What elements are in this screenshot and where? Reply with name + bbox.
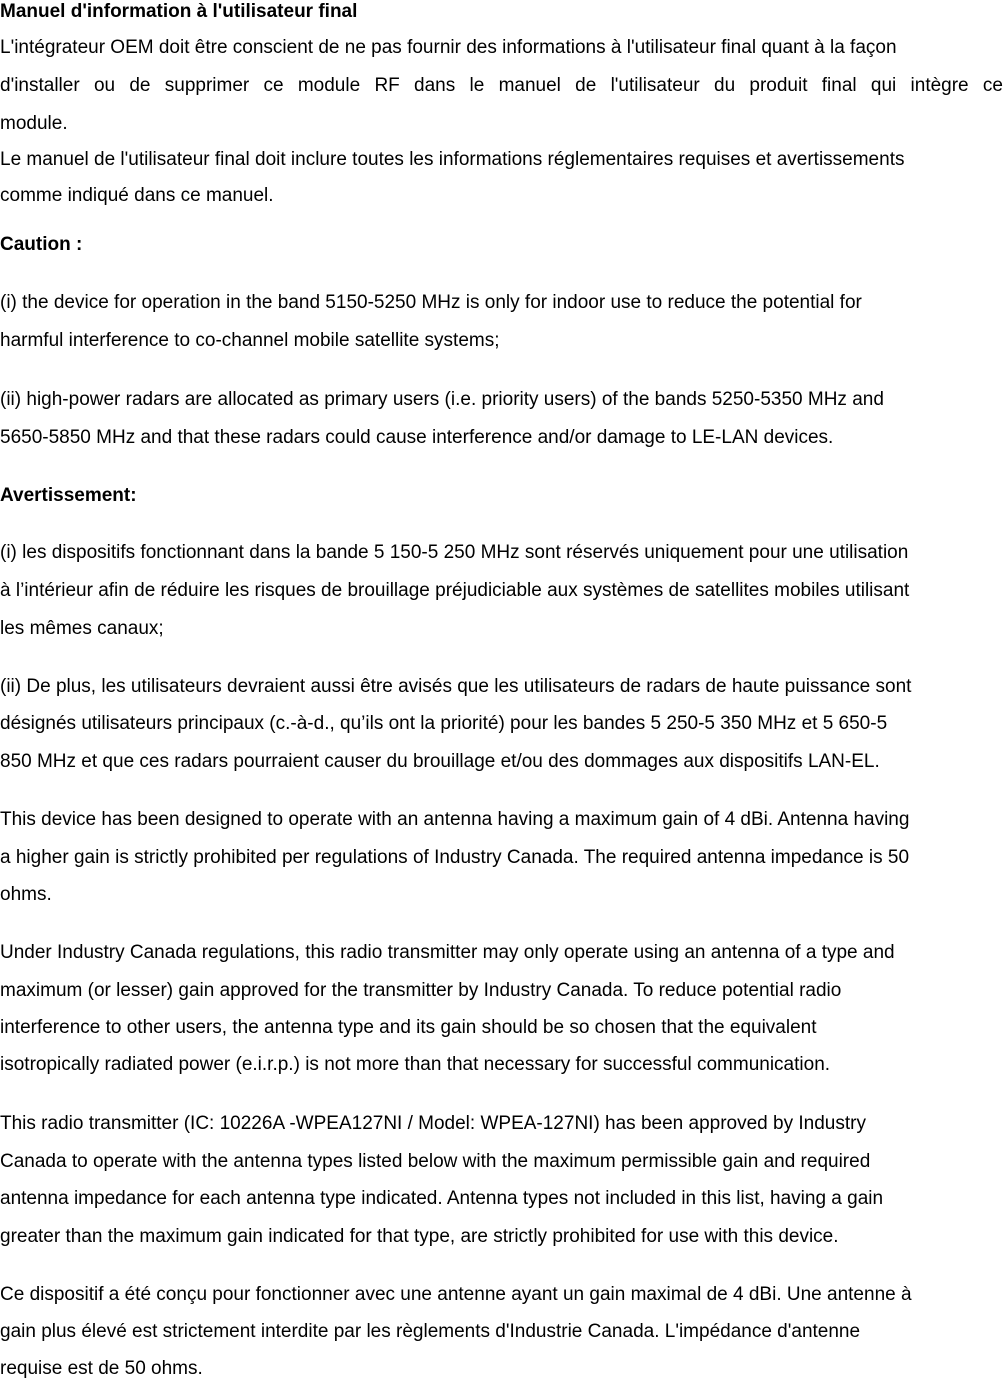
oem-paragraph-line-1: L'intégrateur OEM doit être conscient de ne pas fournir des informations à l'utilisateur final quant à la façon xyxy=(0,37,897,58)
word: ou xyxy=(93,75,116,96)
word: du xyxy=(714,75,736,96)
word: supprimer xyxy=(164,75,250,96)
word: module xyxy=(297,75,361,96)
caution-item-i-line-1: (i) the device for operation in the band 5150-5250 MHz is only for indoor use to reduce the potential for xyxy=(0,292,862,313)
word: d'installer xyxy=(0,75,80,96)
word: final xyxy=(821,75,857,96)
avertissement-heading: Avertissement: xyxy=(0,485,137,506)
word: qui xyxy=(870,75,897,96)
caution-item-ii-line-1: (ii) high-power radars are allocated as primary users (i.e. priority users) of the bands 5250-5350 MHz and xyxy=(0,389,884,410)
antenna-en-line-1: This device has been designed to operate with an antenna having a maximum gain of 4 dBi. Antenna having xyxy=(0,809,910,830)
antenna-fr-line-2: gain plus élevé est strictement interdite par les règlements d'Industrie Canada. L'impédance d'antenne xyxy=(0,1321,861,1342)
antenna-fr-line-3: requise est de 50 ohms. xyxy=(0,1358,203,1379)
ic-regulations-line-4: isotropically radiated power (e.i.r.p.) is not more than that necessary for successful communication. xyxy=(0,1054,831,1075)
avertissement-item-i-line-2: à l’intérieur afin de réduire les risques de brouillage préjudiciable aux systèmes de satellites mobiles utilisant xyxy=(0,580,910,601)
oem-paragraph-line-3: module. xyxy=(0,113,68,134)
avertissement-item-ii-line-3: 850 MHz et que ces radars pourraient causer du brouillage et/ou des dommages aux dispositifs LAN-EL. xyxy=(0,751,880,772)
oem-paragraph-line-2 xyxy=(0,76,1003,95)
antenna-fr-line-1: Ce dispositif a été conçu pour fonctionner avec une antenne ayant un gain maximal de 4 dBi. Une antenne à xyxy=(0,1284,912,1305)
ic-regulations-line-1: Under Industry Canada regulations, this radio transmitter may only operate using an antenna of a type and xyxy=(0,942,895,963)
avertissement-item-ii-line-2: désignés utilisateurs principaux (c.-à-d., qu’ils ont la priorité) pour les bandes 5 250-5 350 MHz et 5 650-5 xyxy=(0,713,888,734)
word: produit xyxy=(749,75,808,96)
word: RF xyxy=(374,75,400,96)
approval-line-2: Canada to operate with the antenna types listed below with the maximum permissible gain and required xyxy=(0,1151,871,1172)
manual-paragraph-line-1: Le manuel de l'utilisateur final doit inclure toutes les informations réglementaires requises et avertissements xyxy=(0,149,905,170)
caution-item-ii-line-2: 5650-5850 MHz and that these radars could cause interference and/or damage to LE-LAN devices. xyxy=(0,427,834,448)
avertissement-item-i-line-1: (i) les dispositifs fonctionnant dans la bande 5 150-5 250 MHz sont réservés uniquement pour une utilisation xyxy=(0,542,909,563)
word: l'utilisateur xyxy=(610,75,700,96)
avertissement-item-i-line-3: les mêmes canaux; xyxy=(0,618,164,639)
ic-regulations-line-2: maximum (or lesser) gain approved for the transmitter by Industry Canada. To reduce potential radio xyxy=(0,980,842,1001)
ic-regulations-line-3: interference to other users, the antenna type and its gain should be so chosen that the equivalent xyxy=(0,1017,817,1038)
word: de xyxy=(575,75,597,96)
manual-paragraph-line-2: comme indiqué dans ce manuel. xyxy=(0,185,274,206)
antenna-en-line-2: a higher gain is strictly prohibited per regulations of Industry Canada. The required antenna impedance is 50 xyxy=(0,847,910,868)
approval-line-4: greater than the maximum gain indicated for that type, are strictly prohibited for use with this device. xyxy=(0,1226,839,1247)
word: le xyxy=(469,75,485,96)
document-heading: Manuel d'information à l'utilisateur final xyxy=(0,1,358,22)
word: ce xyxy=(263,75,284,96)
word: de xyxy=(129,75,151,96)
caution-heading: Caution : xyxy=(0,234,83,255)
word: manuel xyxy=(498,75,561,96)
caution-item-i-line-2: harmful interference to co-channel mobile satellite systems; xyxy=(0,330,500,351)
approval-line-3: antenna impedance for each antenna type indicated. Antenna types not included in this list, having a gain xyxy=(0,1188,884,1209)
antenna-en-line-3: ohms. xyxy=(0,884,52,905)
word: intègre xyxy=(910,75,969,96)
avertissement-item-ii-line-1: (ii) De plus, les utilisateurs devraient aussi être avisés que les utilisateurs de radars de haute puissance sont xyxy=(0,676,912,697)
approval-line-1: This radio transmitter (IC: 10226A -WPEA127NI / Model: WPEA-127NI) has been approved by Industry xyxy=(0,1113,866,1134)
word: dans xyxy=(414,75,456,96)
word: ce xyxy=(982,75,1003,96)
